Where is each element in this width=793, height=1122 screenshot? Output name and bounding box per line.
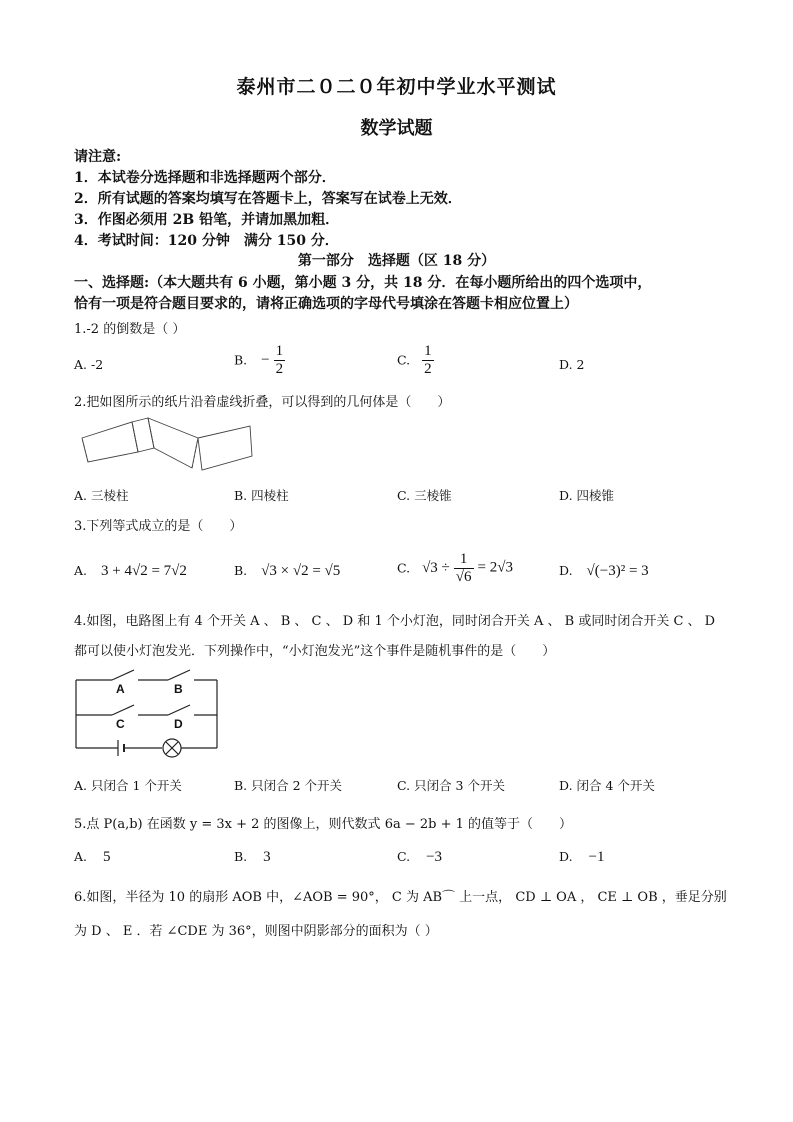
q5-option-b: B. 3 bbox=[234, 849, 271, 865]
q2-option-a: A. 三棱柱 bbox=[74, 488, 129, 503]
q1-option-c: C. $\frac{1}{2}$ bbox=[397, 343, 432, 377]
q3-option-c: C. √3 ÷ $\frac{1}{√6}$ = 2√3 bbox=[397, 551, 513, 585]
notice-item: 1．本试卷分选择题和非选择题两个部分． bbox=[74, 170, 336, 186]
q1-option-b: B. − $\frac{1}{2}$ bbox=[234, 343, 284, 377]
part-heading: 第一部分 选择题（区 18 分） bbox=[297, 253, 496, 269]
switch-label-c: C bbox=[116, 717, 125, 731]
question-4-stem: 4.如图，电路图上有 4 个开关 A 、 B 、 C 、 D 和 1 个小灯泡，同时闭合开关 A 、 B 或同时闭合开关 C 、 D bbox=[74, 614, 716, 629]
notice-heading: 请注意: bbox=[74, 149, 122, 165]
question-3-stem: 3.下列等式成立的是（ ） bbox=[74, 519, 243, 534]
q4-option-a: A. 只闭合 1 个开关 bbox=[74, 778, 182, 793]
switch-label-a: A bbox=[116, 682, 125, 696]
section-instructions: 一、选择题:（本大题共有 6 小题，第小题 3 分，共 18 分．在每小题所给出的四个选项中， bbox=[74, 275, 652, 291]
notice-item: 3．作图必须用 2B 铅笔，并请加黑加粗． bbox=[74, 212, 340, 228]
question-6-stem: 为 D 、 E ．若 ∠CDE 为 36°，则图中阴影部分的面积为（ ） bbox=[74, 924, 438, 939]
q4-option-d: D. 闭合 4 个开关 bbox=[559, 778, 655, 793]
question-4-stem: 都可以使小灯泡发光．下列操作中，“小灯泡发光”这个事件是随机事件的是（ ） bbox=[74, 644, 556, 659]
page-title: 泰州市二０二０年初中学业水平测试 bbox=[236, 76, 557, 98]
page-subtitle: 数学试题 bbox=[360, 118, 433, 139]
q5-option-d: D. −1 bbox=[559, 849, 605, 865]
question-1-stem: 1.-2 的倒数是（ ） bbox=[74, 322, 186, 337]
q3-option-d: D. √(−3)² = 3 bbox=[559, 563, 649, 579]
q2-option-d: D. 四棱锥 bbox=[559, 488, 615, 503]
q2-option-c: C. 三棱锥 bbox=[397, 488, 452, 503]
q5-option-c: C. −3 bbox=[397, 849, 443, 865]
folding-net-figure bbox=[80, 416, 255, 478]
q4-option-c: C. 只闭合 3 个开关 bbox=[397, 778, 505, 793]
q3-option-a: A. 3 + 4√2 = 7√2 bbox=[74, 563, 187, 579]
q5-option-a: A. 5 bbox=[74, 849, 111, 865]
q4-option-b: B. 只闭合 2 个开关 bbox=[234, 778, 343, 793]
switch-label-d: D bbox=[174, 717, 183, 731]
q1-option-d: D. 2 bbox=[559, 357, 585, 372]
notice-item: 4．考试时间：120 分钟 满分 150 分． bbox=[74, 233, 339, 249]
circuit-diagram bbox=[74, 668, 220, 754]
section-instructions: 恰有一项是符合题目要求的，请将正确选项的字母代号填涂在答题卡相应位置上） bbox=[74, 296, 578, 312]
switch-label-b: B bbox=[174, 682, 183, 696]
question-2-stem: 2.把如图所示的纸片沿着虚线折叠，可以得到的几何体是（ ） bbox=[74, 395, 451, 410]
question-6-stem: 6.如图，半径为 10 的扇形 AOB 中，∠AOB = 90°， C 为 AB⌒ 上一点， CD ⊥ OA ， CE ⊥ OB ，垂足分别 bbox=[74, 890, 727, 905]
notice-item: 2．所有试题的答案均填写在答题卡上，答案写在试卷上无效． bbox=[74, 191, 462, 207]
question-5-stem: 5.点 P(a,b) 在函数 y = 3x + 2 的图像上，则代数式 6a − 2b + 1 的值等于（ ） bbox=[74, 817, 573, 832]
q2-option-b: B. 四棱柱 bbox=[234, 488, 289, 503]
q3-option-b: B. √3 × √2 = √5 bbox=[234, 563, 341, 579]
q1-option-a: A. -2 bbox=[74, 357, 104, 372]
